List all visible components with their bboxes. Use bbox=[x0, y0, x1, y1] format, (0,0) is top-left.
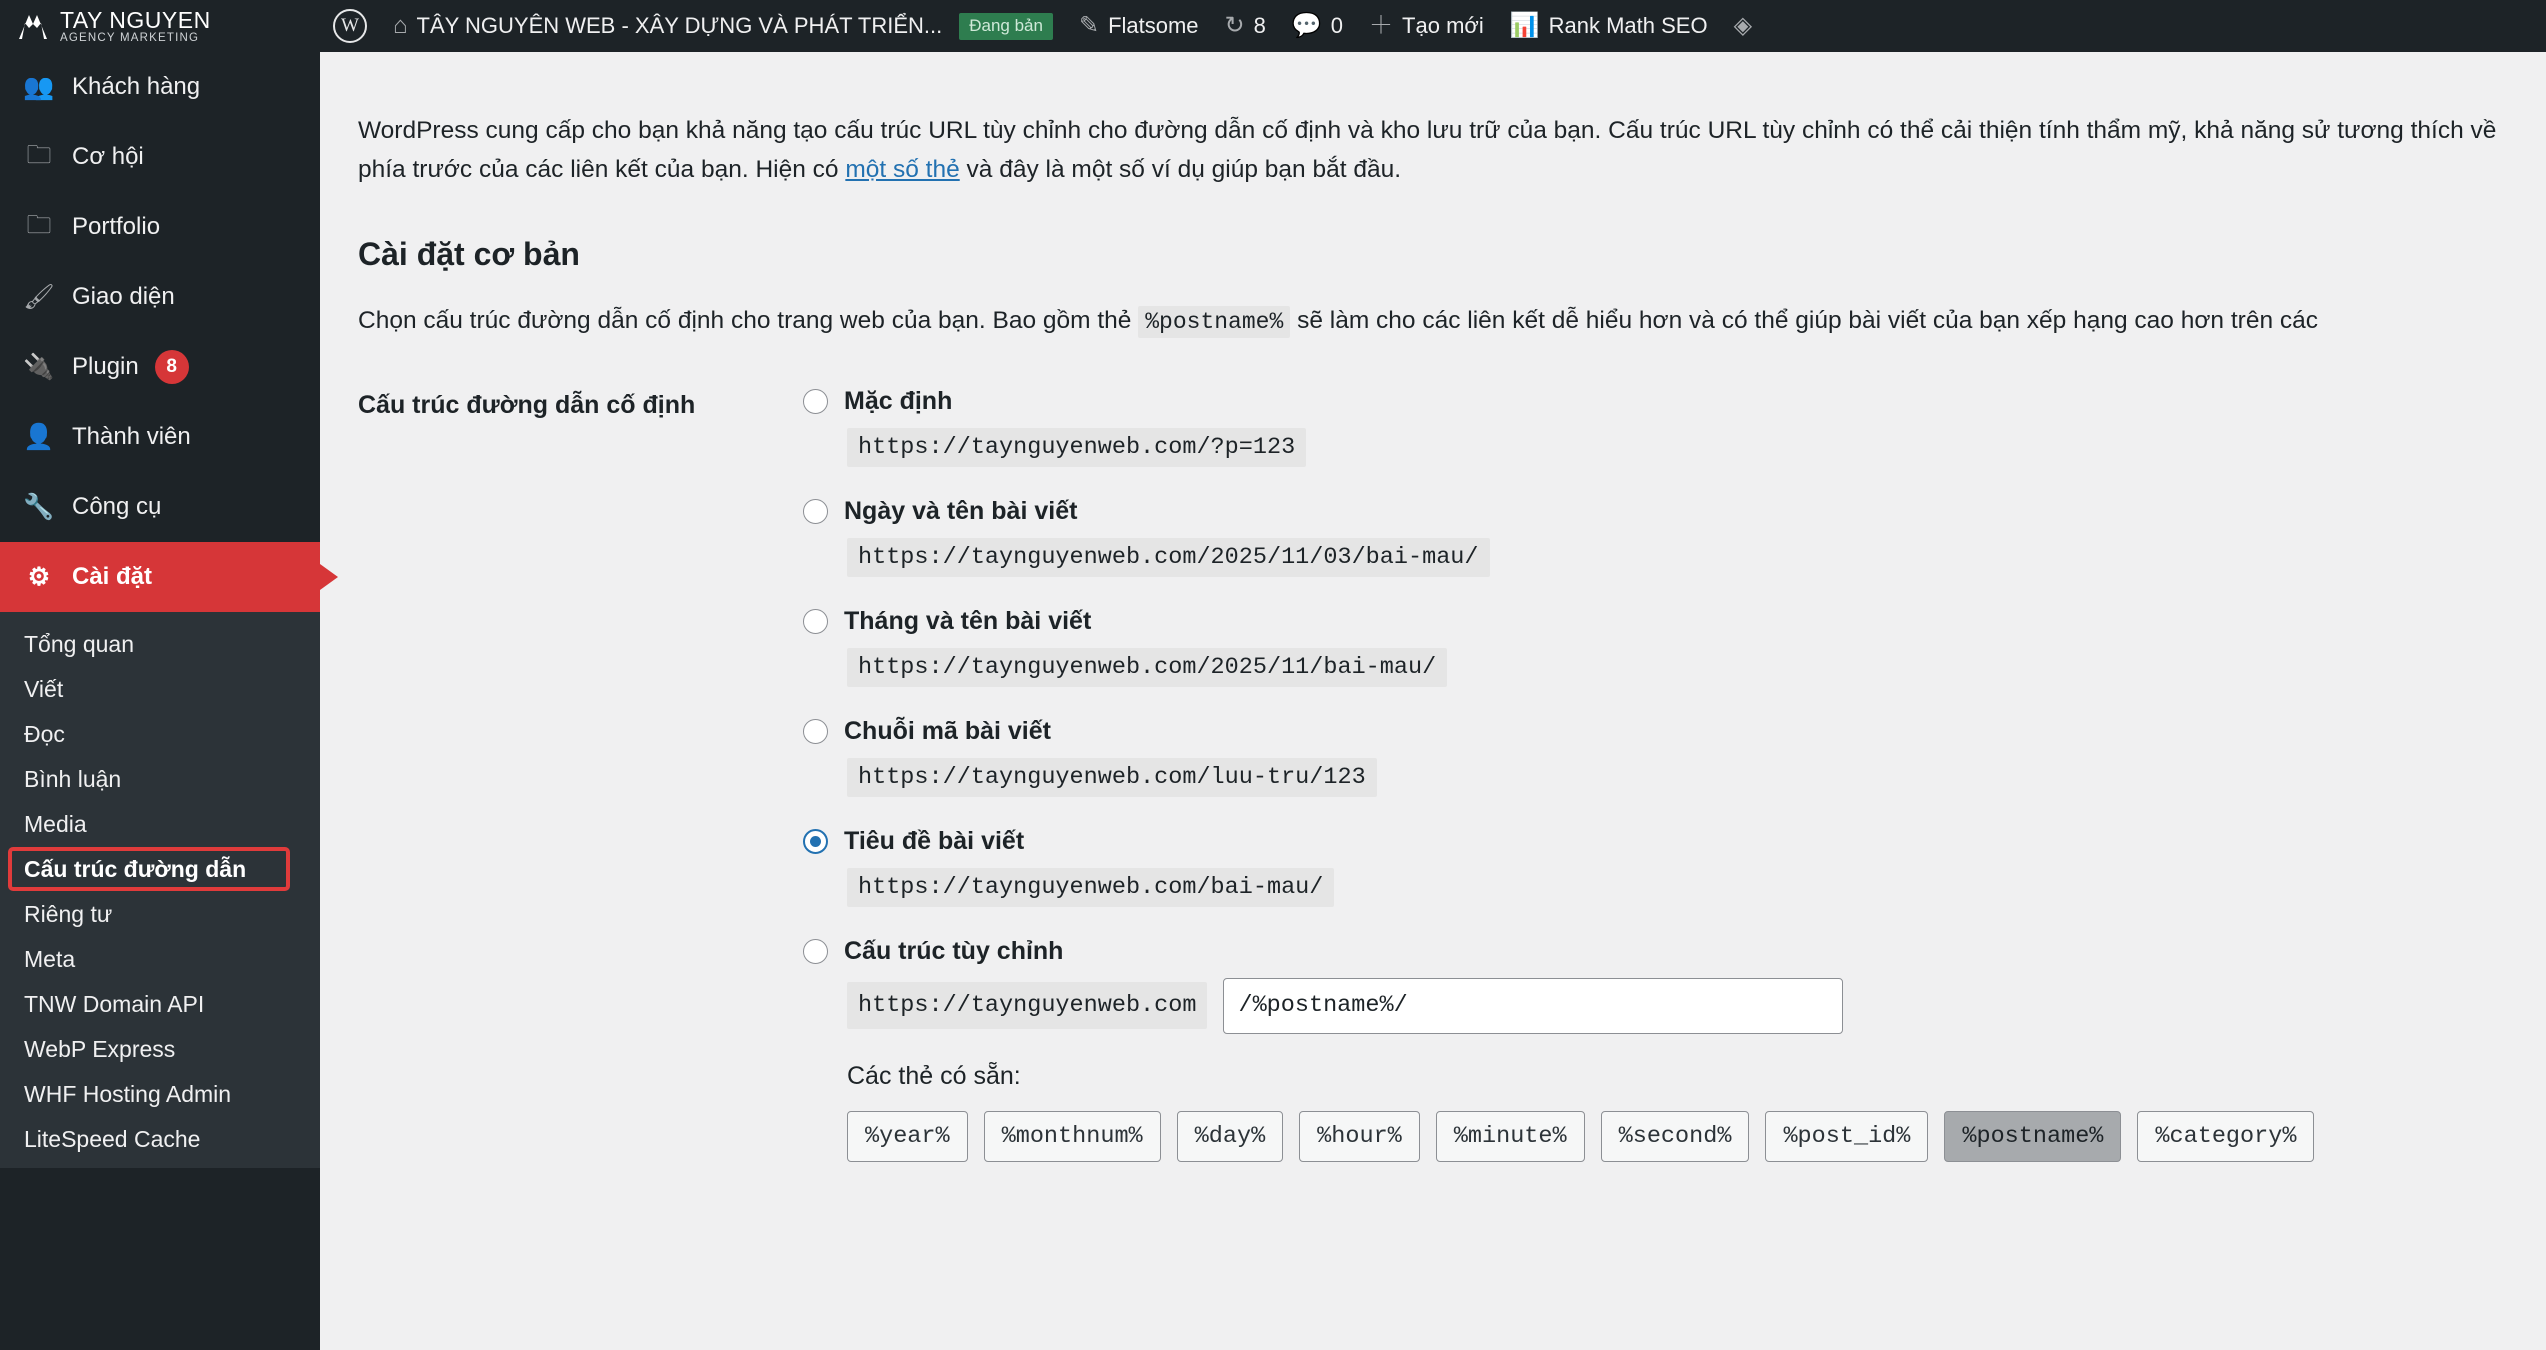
sidebar-item-label: Cơ hội bbox=[72, 143, 144, 170]
option-label: Ngày và tên bài viết bbox=[844, 496, 1078, 525]
updates-icon: ↻ bbox=[1224, 12, 1245, 39]
option-label: Tháng và tên bài viết bbox=[844, 606, 1092, 635]
logo-line-2: AGENCY MARKETING bbox=[60, 32, 200, 45]
rank-math-icon: 📊 bbox=[1509, 12, 1540, 39]
custom-structure-row bbox=[847, 978, 2546, 1034]
option-thang-va-ten-bai-viet[interactable] bbox=[803, 607, 2546, 687]
site-name-menu[interactable] bbox=[380, 0, 1066, 52]
sidebar-item-co-hoi[interactable] bbox=[0, 122, 320, 192]
section-description bbox=[358, 301, 2546, 341]
tay-nguyen-logo-icon bbox=[16, 9, 50, 43]
sidebar-item-giao-dien[interactable] bbox=[0, 262, 320, 332]
tag-second-button[interactable]: %second% bbox=[1601, 1111, 1750, 1162]
option-url-preview: https://taynguyenweb.com/2025/11/03/bai-mau/ bbox=[847, 538, 1490, 577]
submenu-item-label: Cấu trúc đường dẫn bbox=[24, 856, 247, 882]
submenu-item-cau-truc-duong-dan[interactable] bbox=[0, 847, 320, 892]
permalink-structure-options bbox=[803, 387, 2546, 1192]
radio-chuoi-ma-bai-viet[interactable] bbox=[803, 719, 828, 744]
plugin-icon: 🔌 bbox=[23, 352, 55, 381]
submenu-item-rieng-tu[interactable] bbox=[0, 892, 320, 937]
option-label: Chuỗi mã bài viết bbox=[844, 716, 1051, 745]
extra-menu[interactable] bbox=[1721, 0, 1765, 52]
submenu-item-label: Viết bbox=[24, 676, 64, 702]
option-cau-truc-tuy-chinh[interactable] bbox=[803, 937, 2546, 1162]
folder-icon: 🗀 bbox=[26, 210, 52, 239]
submenu-item-label: Media bbox=[24, 811, 87, 837]
available-tags-list bbox=[847, 1111, 2546, 1162]
site-logo[interactable] bbox=[0, 0, 320, 52]
wordpress-icon bbox=[333, 9, 367, 43]
section-desc-part-1: Chọn cấu trúc đường dẫn cố định cho trang web của bạn. Bao gồm thẻ bbox=[358, 306, 1139, 334]
intro-paragraph bbox=[358, 111, 2538, 190]
option-url-preview: https://taynguyenweb.com/bai-mau/ bbox=[847, 868, 1334, 907]
tag-year-button[interactable]: %year% bbox=[847, 1111, 968, 1162]
new-content-menu[interactable] bbox=[1356, 0, 1497, 52]
submenu-item-label: TNW Domain API bbox=[24, 991, 205, 1017]
site-logo-text bbox=[60, 8, 211, 44]
sidebar-item-thanh-vien[interactable] bbox=[0, 402, 320, 472]
permalink-structure-label: Cấu trúc đường dẫn cố định bbox=[358, 390, 696, 419]
comments-menu[interactable] bbox=[1279, 0, 1356, 52]
option-ngay-va-ten-bai-viet[interactable] bbox=[803, 497, 2546, 577]
sidebar-item-cong-cu[interactable] bbox=[0, 472, 320, 542]
tag-minute-button[interactable]: %minute% bbox=[1436, 1111, 1585, 1162]
comment-icon: 💬 bbox=[1291, 12, 1322, 39]
permalink-structure-row bbox=[358, 387, 2546, 1192]
wordpress-logo-button[interactable] bbox=[320, 0, 380, 52]
submenu-item-label: WebP Express bbox=[24, 1036, 176, 1062]
submenu-item-tnw-domain-api[interactable] bbox=[0, 982, 320, 1027]
tags-help-link[interactable]: một số thẻ bbox=[845, 156, 960, 184]
submenu-item-label: Meta bbox=[24, 946, 76, 972]
submenu-item-label: Tổng quan bbox=[24, 631, 134, 657]
sidebar-item-label: Cài đặt bbox=[72, 563, 153, 590]
submenu-item-label: Bình luận bbox=[24, 766, 122, 792]
available-tags-label: Các thẻ có sẵn: bbox=[847, 1061, 1021, 1090]
custom-structure-input[interactable] bbox=[1223, 978, 1843, 1034]
diamond-icon: ◈ bbox=[1733, 12, 1753, 39]
submenu-item-viet[interactable] bbox=[0, 667, 320, 712]
permalink-settings-page bbox=[320, 52, 2546, 1350]
site-name-label: TÂY NGUYÊN WEB - XÂY DỰNG VÀ PHÁT TRIỂN... bbox=[416, 13, 943, 38]
sidebar-item-label: Thành viên bbox=[72, 423, 191, 450]
theme-name-label: Flatsome bbox=[1108, 13, 1199, 38]
submenu-item-whf-hosting-admin[interactable] bbox=[0, 1072, 320, 1117]
users-icon: 👥 bbox=[23, 72, 55, 101]
tag-postname-button[interactable]: %postname% bbox=[1944, 1111, 2121, 1162]
option-label: Cấu trúc tùy chỉnh bbox=[844, 936, 1064, 965]
tag-hour-button[interactable]: %hour% bbox=[1299, 1111, 1420, 1162]
user-icon: 👤 bbox=[23, 422, 55, 451]
tag-category-button[interactable]: %category% bbox=[2137, 1111, 2314, 1162]
submenu-item-litespeed-cache[interactable] bbox=[0, 1117, 320, 1162]
section-desc-part-2: sẽ làm cho các liên kết dễ hiểu hơn và có thể giúp bài viết của bạn xếp hạng cao hơn trên các bbox=[1290, 306, 2319, 334]
plugin-update-badge: 8 bbox=[155, 350, 189, 384]
option-url-preview: https://taynguyenweb.com/?p=123 bbox=[847, 428, 1306, 467]
tag-monthnum-button[interactable]: %monthnum% bbox=[984, 1111, 1161, 1162]
intro-text-part-1: WordPress cung cấp cho bạn khả năng tạo cấu trúc URL tùy chỉnh cho đường dẫn cố định và kho lưu trữ của bạn. Cấu trúc URL tùy chỉnh có thể cải thiện tính thẩm mỹ, khả năng sử tương thích về phía trước của các liên kết của bạn. Hiện có bbox=[358, 116, 2497, 184]
settings-submenu bbox=[0, 612, 320, 1168]
sidebar-item-label: Công cụ bbox=[72, 493, 162, 520]
rank-math-menu[interactable] bbox=[1497, 0, 1721, 52]
admin-sidebar bbox=[0, 52, 320, 1350]
option-label: Mặc định bbox=[844, 386, 953, 415]
sidebar-item-portfolio[interactable] bbox=[0, 192, 320, 262]
home-icon: ⌂ bbox=[393, 12, 408, 39]
submenu-item-label: LiteSpeed Cache bbox=[24, 1126, 201, 1152]
submenu-item-label: WHF Hosting Admin bbox=[24, 1081, 232, 1107]
sidebar-item-khach-hang[interactable] bbox=[0, 52, 320, 122]
radio-mac-dinh[interactable] bbox=[803, 389, 828, 414]
sidebar-item-cai-dat[interactable] bbox=[0, 542, 320, 612]
radio-ngay-va-ten-bai-viet[interactable] bbox=[803, 499, 828, 524]
new-content-label: Tạo mới bbox=[1402, 13, 1484, 38]
sidebar-item-plugin[interactable] bbox=[0, 332, 320, 402]
comments-count: 0 bbox=[1330, 13, 1344, 38]
option-chuoi-ma-bai-viet[interactable] bbox=[803, 717, 2546, 797]
submenu-item-meta[interactable] bbox=[0, 937, 320, 982]
admin-bar bbox=[0, 0, 2546, 52]
sidebar-item-label: Giao diện bbox=[72, 283, 175, 310]
option-tieu-de-bai-viet[interactable] bbox=[803, 827, 2546, 907]
submenu-item-webp-express[interactable] bbox=[0, 1027, 320, 1072]
option-mac-dinh[interactable] bbox=[803, 387, 2546, 467]
custom-structure-prefix: https://taynguyenweb.com bbox=[847, 982, 1207, 1029]
option-label: Tiêu đề bài viết bbox=[844, 826, 1025, 855]
tools-icon: 🔧 bbox=[23, 492, 55, 521]
logo-line-1: TAY NGUYEN bbox=[60, 6, 211, 33]
intro-text-part-2: và đây là một số ví dụ giúp bạn bắt đầu. bbox=[959, 156, 1402, 184]
brush-icon: ✎ bbox=[1078, 12, 1100, 39]
rank-math-label: Rank Math SEO bbox=[1548, 13, 1708, 38]
submenu-item-binh-luan[interactable] bbox=[0, 757, 320, 802]
option-url-preview: https://taynguyenweb.com/luu-tru/123 bbox=[847, 758, 1377, 797]
radio-tieu-de-bai-viet[interactable] bbox=[803, 829, 828, 854]
submenu-item-doc[interactable] bbox=[0, 712, 320, 757]
option-url-preview: https://taynguyenweb.com/2025/11/bai-mau/ bbox=[847, 648, 1447, 687]
folder-icon: 🗀 bbox=[26, 140, 52, 169]
updates-menu[interactable] bbox=[1212, 0, 1279, 52]
settings-icon: ⚙ bbox=[27, 563, 51, 591]
radio-cau-truc-tuy-chinh[interactable] bbox=[803, 939, 828, 964]
sidebar-item-label: Portfolio bbox=[72, 213, 161, 240]
sidebar-item-label: Khách hàng bbox=[72, 73, 201, 100]
updates-count: 8 bbox=[1253, 13, 1266, 38]
status-badge: Đang bản bbox=[959, 13, 1053, 40]
appearance-icon: 🖌 bbox=[23, 282, 55, 311]
submenu-item-label: Đọc bbox=[24, 721, 65, 747]
plus-icon: ＋ bbox=[1369, 12, 1394, 39]
submenu-item-media[interactable] bbox=[0, 802, 320, 847]
submenu-item-label: Riêng tư bbox=[24, 901, 113, 927]
tag-day-button[interactable]: %day% bbox=[1177, 1111, 1284, 1162]
tag-post-id-button[interactable]: %post_id% bbox=[1765, 1111, 1928, 1162]
theme-menu[interactable] bbox=[1066, 0, 1212, 52]
section-title: Cài đặt cơ bản bbox=[358, 235, 580, 272]
postname-tag-code: %postname% bbox=[1138, 306, 1290, 338]
radio-thang-va-ten-bai-viet[interactable] bbox=[803, 609, 828, 634]
submenu-item-tong-quan[interactable] bbox=[0, 622, 320, 667]
sidebar-item-label: Plugin bbox=[72, 353, 139, 380]
